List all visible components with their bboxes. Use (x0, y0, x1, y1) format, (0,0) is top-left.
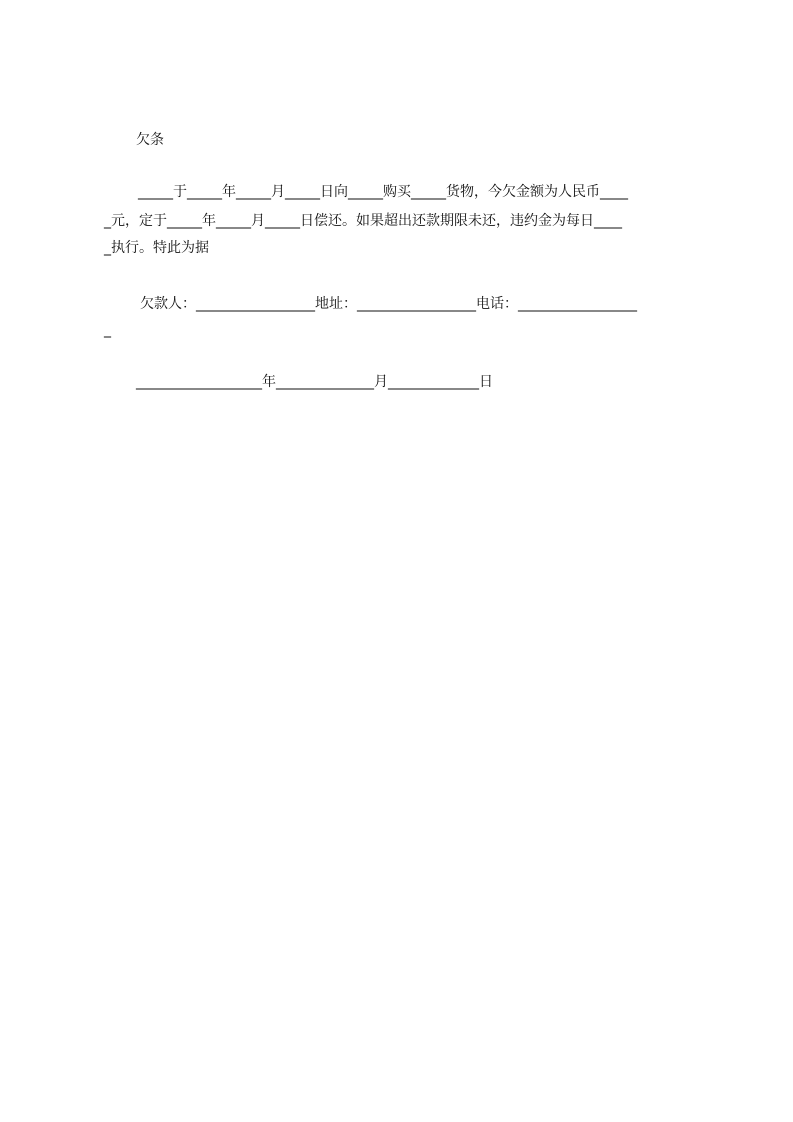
body-paragraph-line-1: _____于_____年_____月_____日向_____购买_____货物，今欠金额为人民币____ (138, 184, 628, 200)
document-title: 欠条 (136, 132, 164, 148)
debtor-info-line-2: _ (104, 322, 111, 338)
body-paragraph-line-3: _执行。特此为据 (104, 240, 209, 256)
debtor-info-line-1: 欠款人：_________________地址：_________________电话：_________________ (140, 296, 637, 312)
signature-date-line: __________________年______________月_____________日 (136, 374, 493, 390)
body-paragraph-line-2: _元，定于_____年_____月_____日偿还。如果超出还款期限未还，违约金为每日____ (104, 213, 622, 229)
